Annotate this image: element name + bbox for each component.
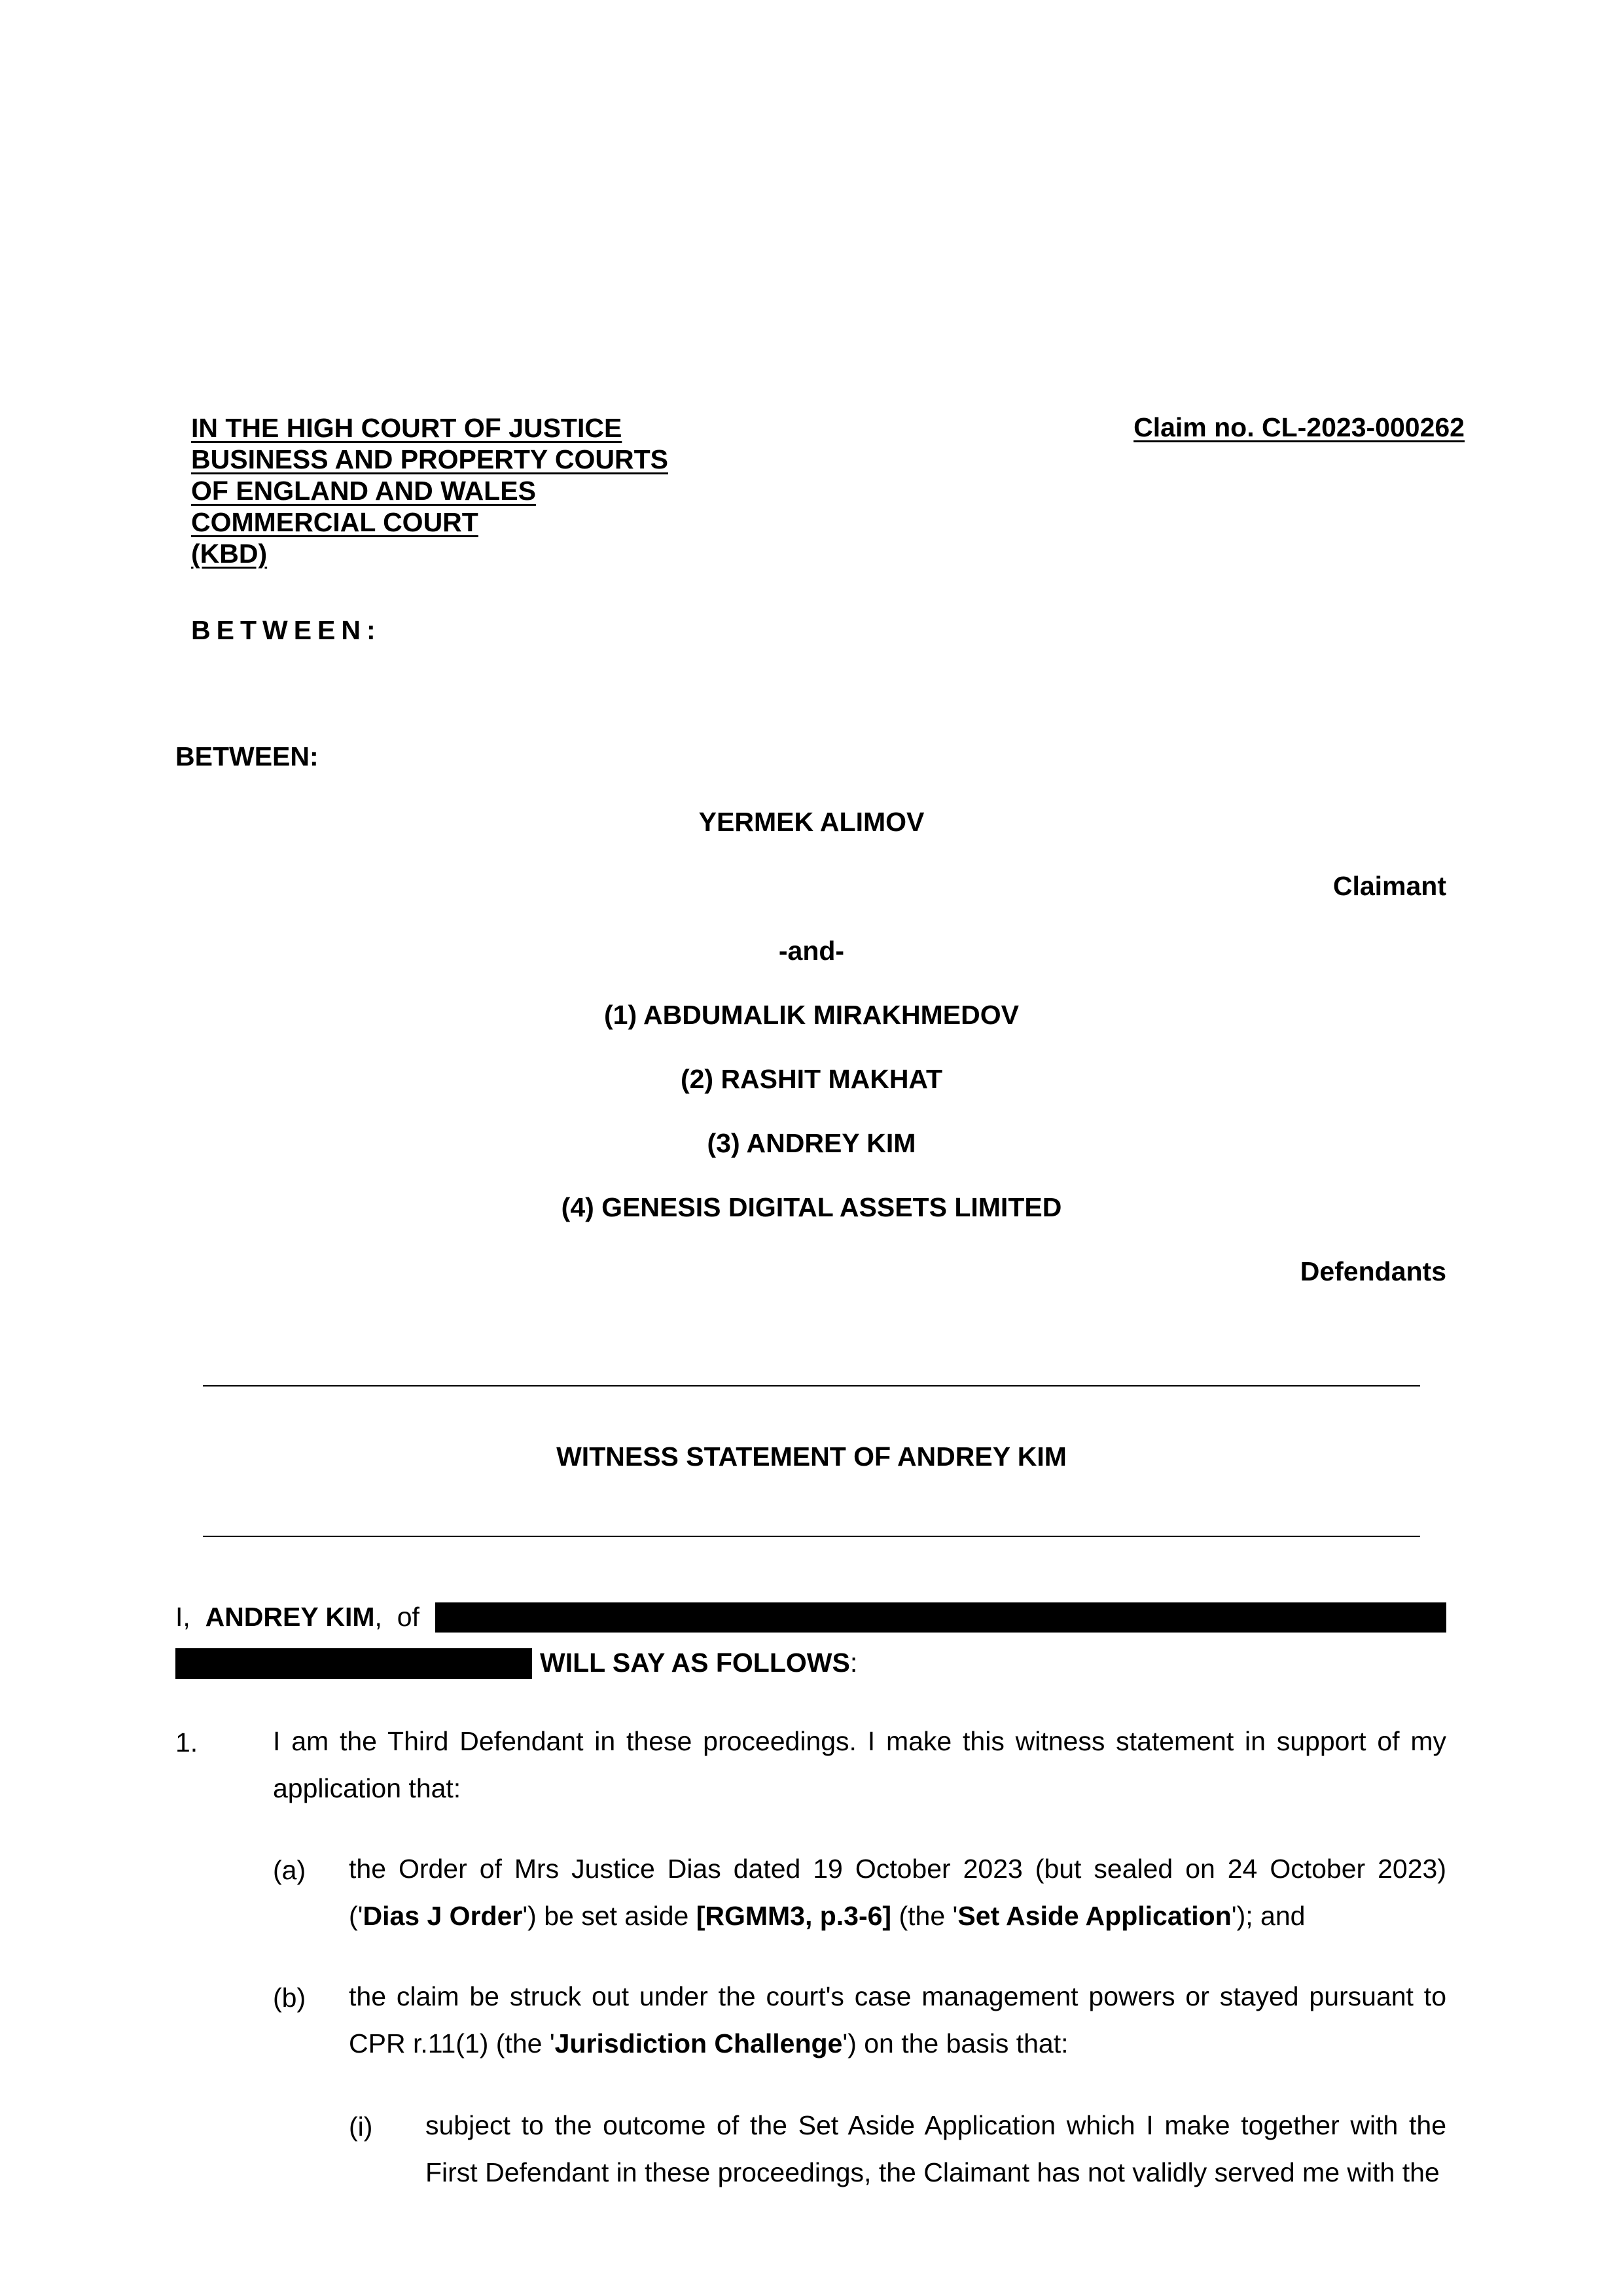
will-say-line	[540, 1648, 857, 1678]
will-say-as-follows: WILL SAY AS FOLLOWS	[540, 1648, 850, 1678]
and-separator: -and-	[778, 936, 845, 966]
subpara-a-text	[349, 1845, 1446, 1939]
witness-name: ANDREY KIM	[205, 1602, 375, 1632]
court-line: COMMERCIAL COURT	[191, 507, 478, 537]
title-rule-top	[203, 1385, 1420, 1386]
defined-term-set-aside: Set Aside Application	[957, 1901, 1232, 1931]
claim-number: Claim no. CL-2023-000262	[1133, 412, 1465, 442]
redacted-address-2	[175, 1648, 532, 1679]
subpara-b-t2: ') on the basis that:	[842, 2028, 1069, 2058]
document-title: WITNESS STATEMENT OF ANDREY KIM	[556, 1441, 1067, 1472]
court-line: IN THE HIGH COURT OF JUSTICE	[191, 413, 622, 443]
title-rule-bottom	[203, 1536, 1420, 1537]
subpara-label-i: (i)	[349, 2111, 373, 2142]
intro-i: I,	[175, 1602, 190, 1632]
subpara-a-t2: ') be set aside	[522, 1901, 696, 1931]
court-line: BUSINESS AND PROPERTY COURTS	[191, 444, 668, 474]
defined-term-dias-order: Dias J Order	[363, 1901, 523, 1931]
between-heading: BETWEEN:	[175, 741, 319, 771]
intro-line: I, ANDREY KIM, of	[175, 1602, 419, 1632]
claimant-name: YERMEK ALIMOV	[698, 807, 925, 837]
claimant-label: Claimant	[1332, 871, 1446, 901]
subpara-a-t3: (the '	[891, 1901, 958, 1931]
defined-term-jurisdiction: Jurisdiction Challenge	[554, 2028, 843, 2058]
subpara-a-t4: '); and	[1231, 1901, 1306, 1931]
para-number: 1.	[175, 1727, 198, 1757]
court-line: OF ENGLAND AND WALES	[191, 476, 536, 506]
court-line: (KBD)	[191, 539, 268, 569]
subpara-a-t1: the Order of Mrs Justice Dias dated 19 October 2023 (but sealed on 24 October 2023) ('	[349, 1854, 1446, 1931]
para-text: I am the Third Defendant in these proceedings. I make this witness statement in support of my application that:	[273, 1726, 1446, 1803]
redacted-address-1	[435, 1602, 1446, 1633]
defendant-2: (2) RASHIT MAKHAT	[680, 1064, 943, 1094]
subpara-b-t1: the claim be struck out under the court's case management powers or stayed pursuant to CPR r.11(1) (the '	[349, 1981, 1446, 2058]
defendant-4: (4) GENESIS DIGITAL ASSETS LIMITED	[561, 1192, 1062, 1222]
subpara-label-a: (a)	[273, 1855, 306, 1885]
will-say-colon: :	[849, 1648, 858, 1678]
defendant-1: (1) ABDUMALIK MIRAKHMEDOV	[604, 1000, 1019, 1030]
bundle-reference: [RGMM3, p.3-6]	[696, 1901, 892, 1931]
court-heading	[191, 412, 668, 569]
subpara-label-b: (b)	[273, 1983, 306, 2013]
subpara-b-text	[349, 1973, 1446, 2067]
intro-of: of	[397, 1602, 419, 1632]
between-heading-spaced: BETWEEN:	[191, 615, 382, 645]
defendant-3: (3) ANDREY KIM	[707, 1128, 916, 1158]
subpara-i-text: subject to the outcome of the Set Aside Application which I make together with the First Defendant in these proceedings, the Claimant has not validly served me with the	[425, 2110, 1446, 2187]
defendants-label: Defendants	[1300, 1256, 1446, 1286]
